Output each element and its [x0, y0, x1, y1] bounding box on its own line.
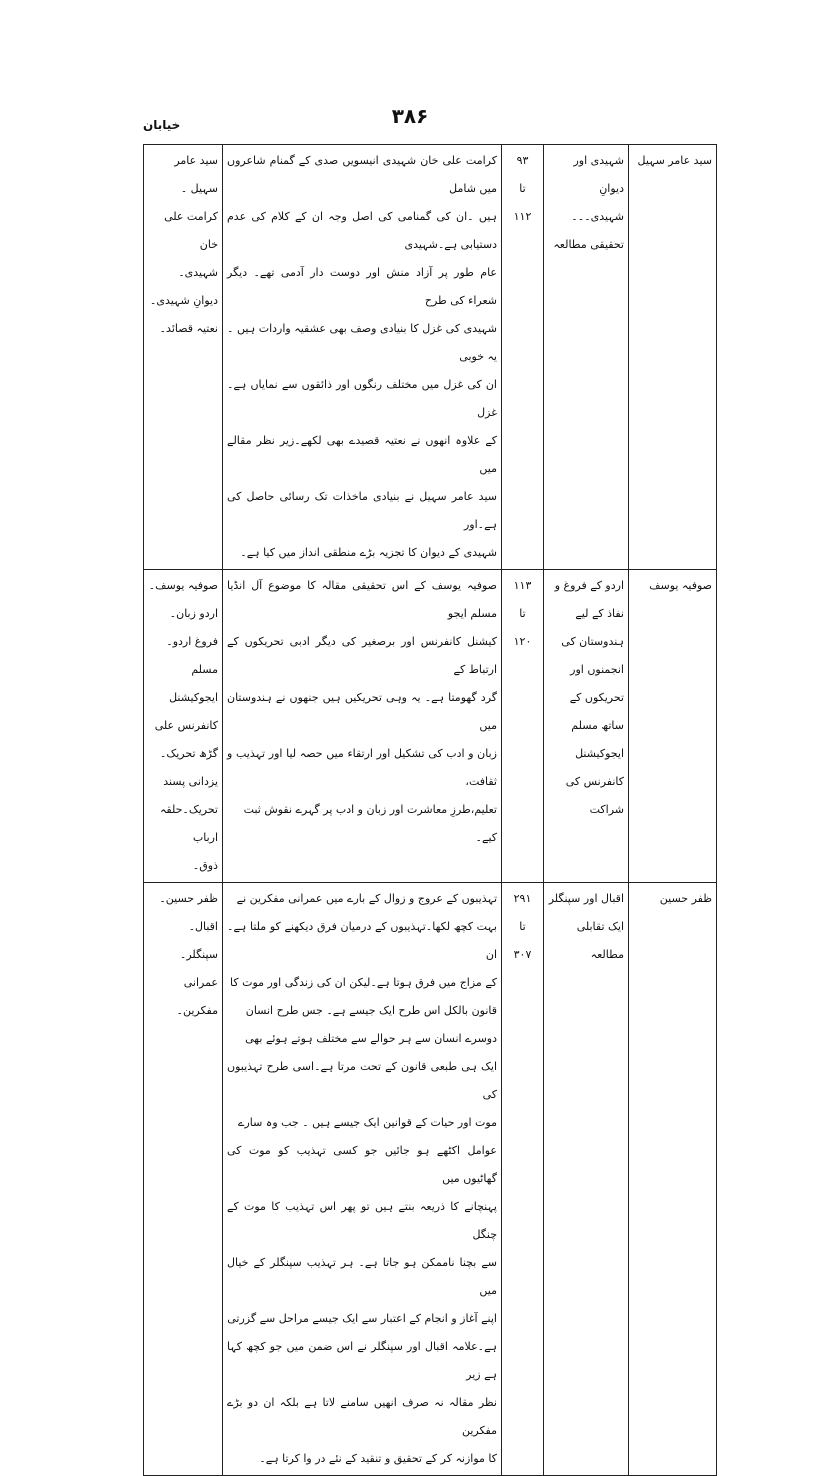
summary-line: موت اور حیات کے قوانین ایک جیسے ہیں ۔ جب وہ سارے	[238, 1116, 497, 1129]
summary-line: کیے۔	[475, 831, 497, 844]
page-start: ۱۱۳	[513, 579, 532, 592]
table-row	[144, 570, 717, 883]
summary-line: عوامل اکٹھے ہو جائیں جو کسی تہذیب کو موت کی گھاٹیوں میں	[227, 1144, 497, 1185]
summary-line: صوفیہ یوسف کے اس تحقیقی مقالہ کا موضوع آل انڈیا مسلم ایجو	[227, 579, 497, 620]
summary-line: ہے۔علامہ اقبال اور سپنگلر نے اس ضمن میں جو کچھ کہا ہے زیر	[227, 1340, 497, 1381]
table-row	[144, 145, 717, 570]
summary-line: تعلیم،طرزِ معاشرت اور زبان و ادب پر گہرے نقوش ثبت	[243, 803, 497, 816]
page-end: ۱۲۰	[513, 635, 532, 648]
running-header: خیابان	[143, 118, 181, 132]
page-to: تا	[519, 920, 526, 933]
keyword: گڑھ تحریک۔ یزدانی پسند	[159, 747, 218, 788]
keyword: سپنگلر۔	[179, 948, 218, 961]
keyword: نعتیہ قصائد۔	[159, 322, 218, 335]
reference-table	[143, 144, 717, 1476]
keyword: کرامت علی خان	[164, 210, 218, 251]
summary-line: سید عامر سہیل نے بنیادی ماخذات تک رسائی حاصل کی ہے۔اور	[227, 490, 497, 531]
pages-cell	[502, 570, 544, 883]
keyword: سید عامر سہیل ۔	[174, 154, 218, 195]
keyword: شہیدی۔	[178, 266, 218, 279]
page-start: ۲۹۱	[513, 892, 532, 905]
summary-line: دوسرے انسان سے ہر حوالے سے مختلف ہوتے ہوئے بھی	[245, 1032, 497, 1045]
summary-line: گرد گھومتا ہے۔ یہ وہی تحریکیں ہیں جنھوں نے ہندوستان میں	[227, 691, 497, 732]
summary-line: بہت کچھ لکھا۔تہذیبوں کے درمیان فرق دیکھنے کو ملتا ہے۔ان	[227, 920, 497, 961]
summary-line: کا موازنہ کر کے تحقیق و تنقید کے نئے در وا کرتا ہے۔	[259, 1452, 497, 1465]
summary-line: نظر مقالہ نہ صرف انھیں سامنے لاتا ہے بلکہ ان دو بڑے مفکرین	[227, 1396, 497, 1437]
author-cell: سید عامر سہیل	[629, 145, 717, 570]
summary-line: ہیں ۔ان کی گمنامی کی اصل وجہ ان کے کلام کی عدم دستیابی ہے۔شہیدی	[227, 210, 497, 251]
page-end: ۱۱۲	[513, 210, 532, 223]
keyword: ظفر حسین۔	[159, 892, 218, 905]
page-to: تا	[519, 182, 526, 195]
title-cell: اردو کے فروغ و نفاذ کے لیے ہندوستان کی انجمنوں اور تحریکوں کے ساتھ مسلم ایجوکیشنل کانفرنس کی شراکت	[544, 570, 629, 883]
summary-line: زبان و ادب کی تشکیل اور ارتقاء میں حصہ لیا اور تہذیب و ثقافت،	[227, 747, 497, 788]
summary-cell	[223, 145, 502, 570]
page-to: تا	[519, 607, 526, 620]
summary-line: تہذیبوں کے عروج و زوال کے بارے میں عمرانی مفکرین نے	[236, 892, 497, 905]
table-row	[144, 883, 717, 1476]
page-number: ۳۸۶	[391, 104, 429, 128]
summary-line: کیشنل کانفرنس اور برصغیر کی دیگر ادبی تحریکوں کے ارتباط کے	[227, 635, 497, 676]
summary-line: کے علاوہ انھوں نے نعتیہ قصیدے بھی لکھے۔زیر نظر مقالے میں	[227, 434, 497, 475]
summary-line: قانون بالکل اس طرح ایک جیسے ہے۔ جس طرح انسان	[245, 1004, 497, 1017]
pages-cell	[502, 883, 544, 1476]
title-cell: اقبال اور سپنگلر ایک تقابلی مطالعہ	[544, 883, 629, 1476]
keywords-cell	[144, 570, 223, 883]
author-cell: ظفر حسین	[629, 883, 717, 1476]
summary-line: شہیدی کے دیوان کا تجزیہ بڑے منطقی انداز میں کیا ہے۔	[240, 546, 497, 559]
keyword: صوفیہ یوسف۔اردو زبان۔	[148, 579, 218, 620]
keyword: ذوق۔	[192, 859, 218, 872]
keyword: تحریک۔حلقہ ارباب	[159, 803, 218, 844]
keyword: عمرانی مفکرین۔	[176, 976, 218, 1017]
summary-cell	[223, 883, 502, 1476]
keyword: ایجوکیشنل کانفرنس علی	[154, 691, 218, 732]
summary-line: پہنچانے کا ذریعہ بنتے ہیں تو پھر اس تہذیب کا موت کے چنگل	[227, 1200, 497, 1241]
page-start: ۹۳	[516, 154, 529, 167]
keywords-cell	[144, 883, 223, 1476]
summary-line: کرامت علی خان شہیدی انیسویں صدی کے گمنام شاعروں میں شامل	[227, 154, 497, 195]
pages-cell	[502, 145, 544, 570]
summary-cell	[223, 570, 502, 883]
summary-line: شہیدی کی غزل کا بنیادی وصف بھی عشقیہ واردات ہیں ۔ یہ خوبی	[227, 322, 497, 363]
summary-line: ایک ہی طبعی قانون کے تحت مرتا ہے۔اسی طرح تہذیبوں کی	[227, 1060, 497, 1101]
summary-line: عام طور پر آزاد منش اور دوست دار آدمی تھے۔ دیگر شعراء کی طرح	[227, 266, 497, 307]
summary-line: کے مزاج میں فرق ہوتا ہے۔لیکن ان کی زندگی اور موت کا	[230, 976, 497, 989]
keyword: اقبال۔	[188, 920, 218, 933]
title-cell: شہیدی اور دیوانِ شہیدی۔۔۔ تحقیقی مطالعہ	[544, 145, 629, 570]
summary-line: ان کی غزل میں مختلف رنگوں اور ذائقوں سے نمایاں ہے۔غزل	[227, 378, 497, 419]
keywords-cell	[144, 145, 223, 570]
keyword: دیوانِ شہیدی۔	[149, 294, 218, 307]
author-cell: صوفیہ یوسف	[629, 570, 717, 883]
page-end: ۳۰۷	[513, 948, 532, 961]
summary-line: سے بچنا ناممکن ہو جاتا ہے۔ ہر تہذیب سپنگلر کے خیال میں	[227, 1256, 497, 1297]
keyword: فروغ اردو۔مسلم	[166, 635, 218, 676]
summary-line: اپنے آغاز و انجام کے اعتبار سے ایک جیسے مراحل سے گزرتی	[227, 1312, 497, 1325]
